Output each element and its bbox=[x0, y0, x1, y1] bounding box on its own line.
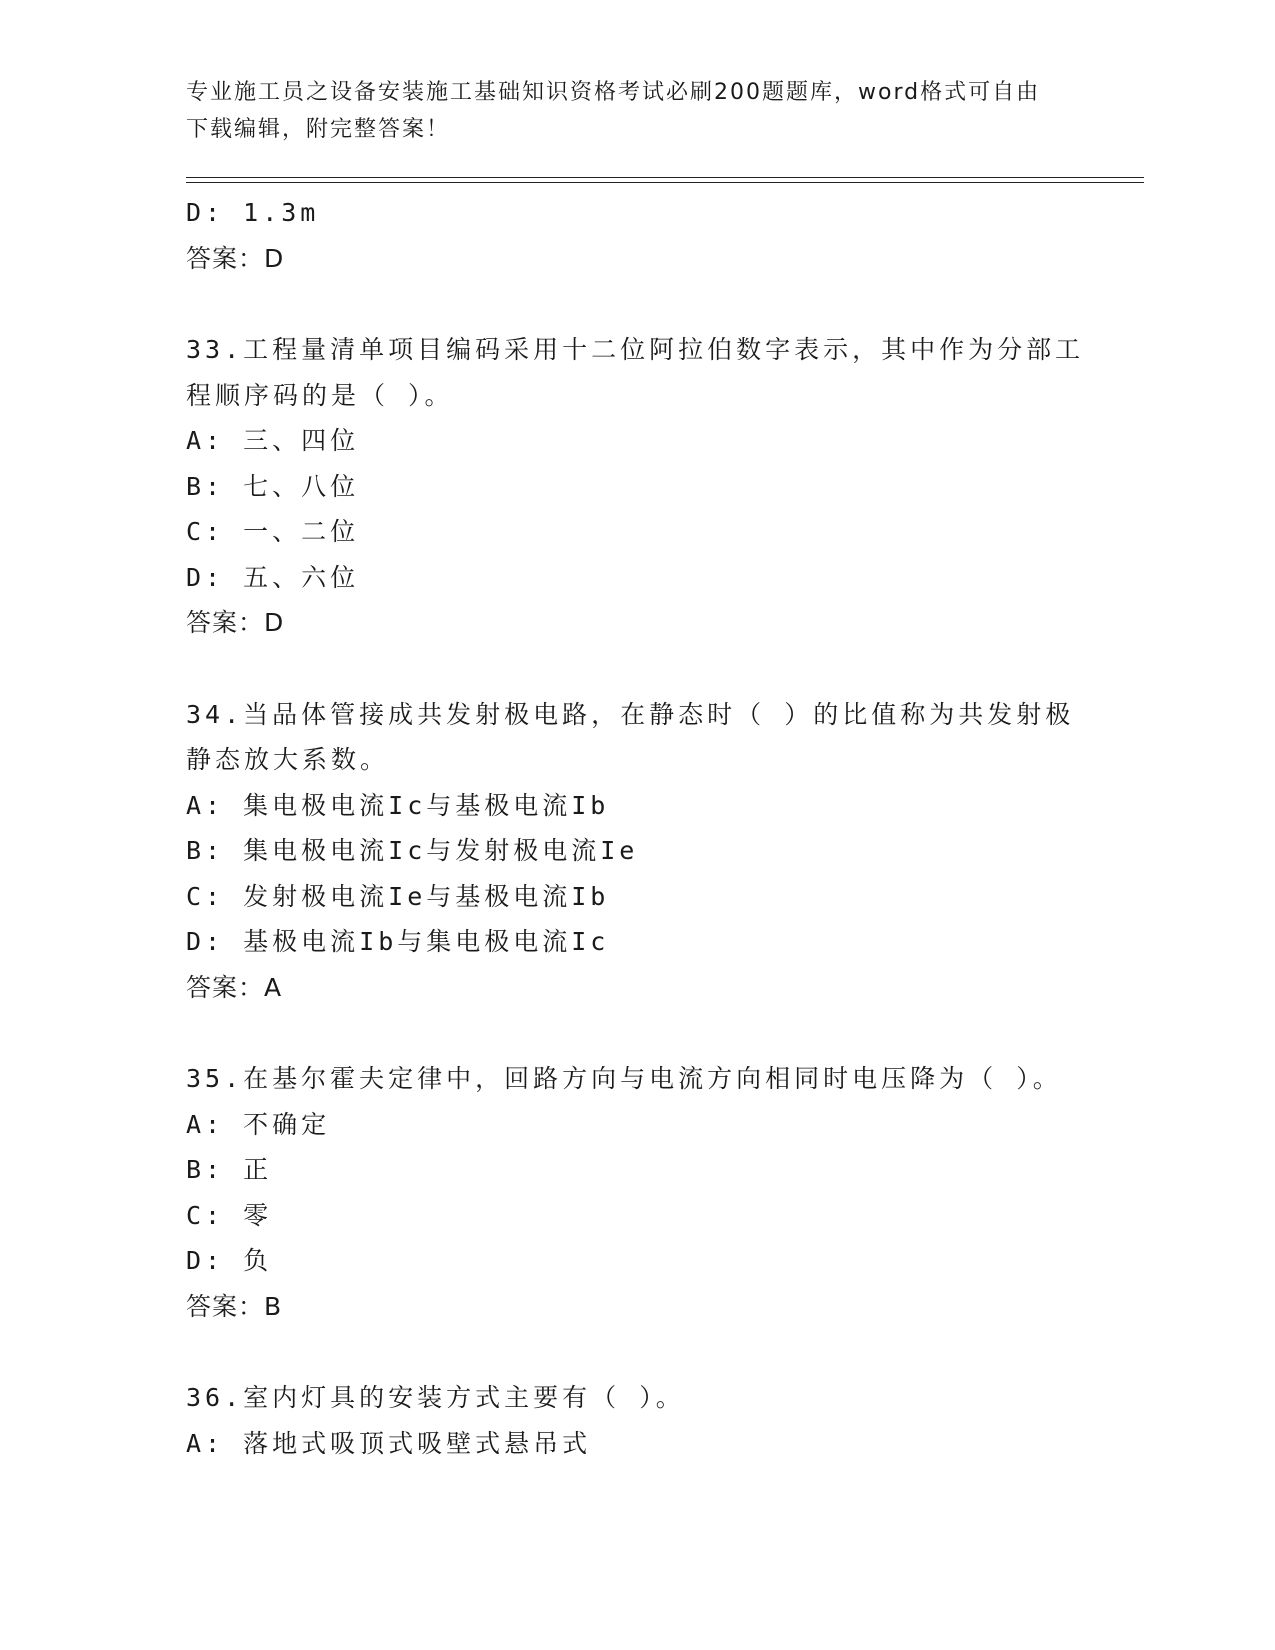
question-stem-line1: 33.工程量清单项目编码采用十二位阿拉伯数字表示，其中作为分部工 bbox=[186, 335, 1085, 364]
answer-text: 答案：D bbox=[186, 608, 285, 637]
option-d: D: 1.3m bbox=[186, 198, 320, 227]
question-33 bbox=[186, 327, 1086, 646]
option-a: A: 集电极电流Ic与基极电流Ib bbox=[186, 790, 610, 820]
option-c: C: 零 bbox=[186, 1200, 273, 1230]
spacer bbox=[186, 1010, 1086, 1056]
option-a: A: 落地式吸顶式吸壁式悬吊式 bbox=[186, 1428, 592, 1458]
answer-text: 答案：D bbox=[186, 243, 285, 273]
option-d: D: 基极电流Ib与集电极电流Ic bbox=[186, 927, 610, 956]
question-content bbox=[186, 190, 1086, 1466]
option-a: A: 不确定 bbox=[186, 1109, 331, 1139]
question-34 bbox=[186, 692, 1086, 1011]
header-divider-bottom bbox=[186, 182, 1144, 183]
header-divider-top bbox=[186, 177, 1144, 178]
spacer bbox=[186, 646, 1086, 692]
answer-text: 答案：B bbox=[186, 1291, 283, 1321]
question-32 bbox=[186, 190, 1086, 281]
question-stem-line1: 36.室内灯具的安装方式主要有（ ）。 bbox=[186, 1383, 685, 1412]
option-b: B: 正 bbox=[186, 1155, 273, 1184]
option-c: C: 一、二位 bbox=[186, 517, 360, 546]
question-stem-line2: 程顺序码的是（ ）。 bbox=[186, 380, 454, 410]
question-stem-line1: 34.当品体管接成共发射极电路，在静态时（ ）的比值称为共发射极 bbox=[186, 699, 1075, 729]
question-stem-line1: 35.在基尔霍夫定律中，回路方向与电流方向相同时电压降为（ ）。 bbox=[186, 1064, 1062, 1093]
option-c: C: 发射极电流Ie与基极电流Ib bbox=[186, 881, 610, 911]
document-header bbox=[186, 74, 1086, 148]
option-d: D: 负 bbox=[186, 1246, 273, 1275]
header-title-line2: 下载编辑，附完整答案！ bbox=[186, 117, 451, 142]
question-stem-line2: 静态放大系数。 bbox=[186, 745, 390, 774]
question-35 bbox=[186, 1056, 1086, 1329]
option-b: B: 集电极电流Ic与发射极电流Ie bbox=[186, 836, 639, 865]
option-d: D: 五、六位 bbox=[186, 562, 360, 592]
answer-text: 答案：A bbox=[186, 972, 283, 1002]
option-b: B: 七、八位 bbox=[186, 471, 360, 501]
header-title-line1: 专业施工员之设备安装施工基础知识资格考试必刷200题题库，word格式可自由 bbox=[186, 80, 1041, 105]
spacer bbox=[186, 281, 1086, 327]
spacer bbox=[186, 1329, 1086, 1375]
option-a: A: 三、四位 bbox=[186, 426, 360, 455]
question-36 bbox=[186, 1375, 1086, 1466]
